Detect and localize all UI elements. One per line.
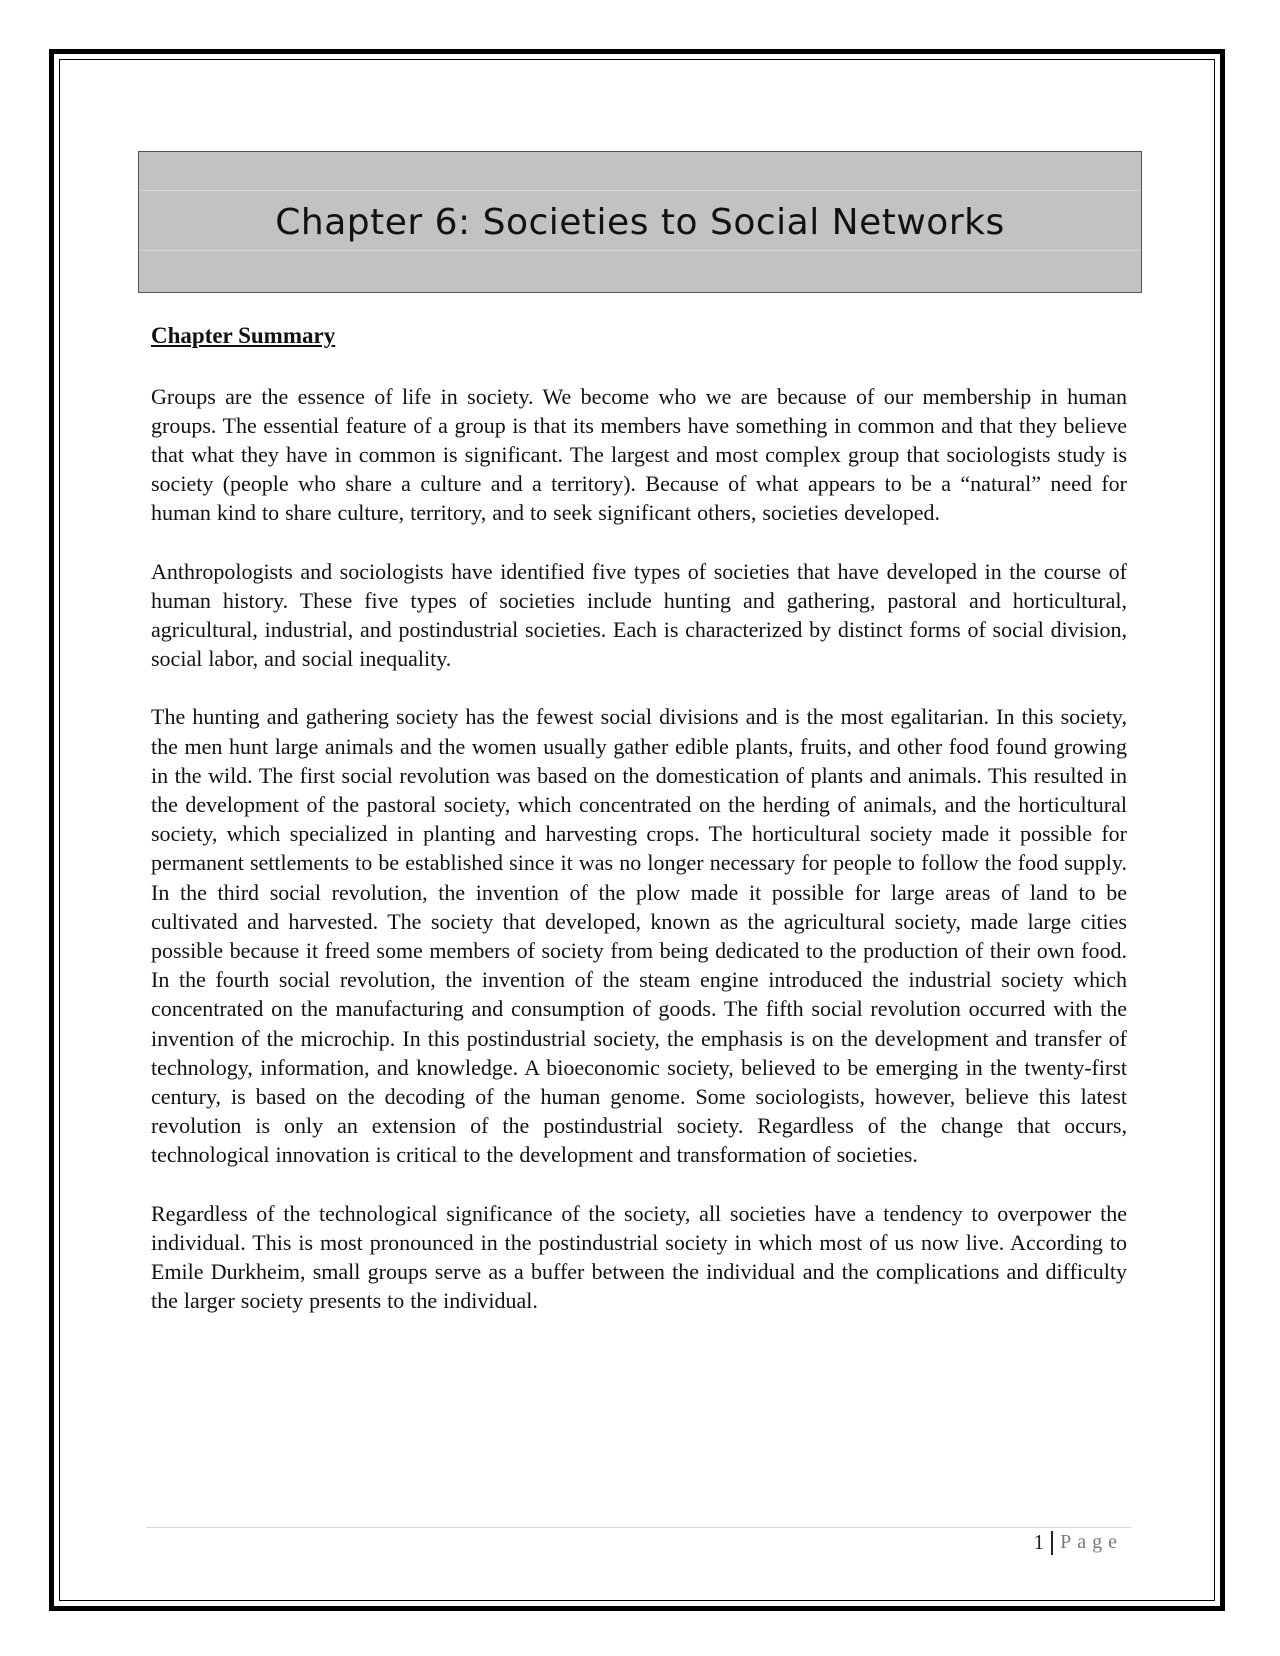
paragraph-3: The hunting and gathering society has the fewest social divisions and is the most egalitarian. In this society, the men hunt large animals and the women usually gather edible plants, fruits, and other food found growing in the wild. The first social revolution was based on the domestication of plants and animals. This resulted in the development of the pastoral society, which concentrated on the herding of animals, and the horticultural society, which specialized in planting and harvesting crops. The horticultural society made it possible for permanent settlements to be established since it was no longer necessary for people to follow the food supply. In the third social revolution, the invention of the plow made it possible for large areas of land to be cultivated and harvested. The society that developed, known as the agricultural society, made large cities possible because it freed some members of society from being dedicated to the production of their own food. In the fourth social revolution, the invention of the steam engine introduced the industrial society which concentrated on the manufacturing and consumption of goods. The fifth social revolution occurred with the invention of the microchip. In this postindustrial society, the emphasis is on the development and transfer of technology, information, and knowledge. A bioeconomic society, believed to be emerging in the twenty-first century, is based on the decoding of the human genome. Some sociologists, however, believe this latest revolution is only an extension of the postindustrial society. Regardless of the change that occurs, technological innovation is critical to the development and transformation of societies. [151,704,1127,1168]
title-box-stripe [139,250,1141,251]
paragraph-1: Groups are the essence of life in society. We become who we are because of our membership in human groups. The essential feature of a group is that its members have something in common and that they believe that what they have in common is significant. The largest and most complex group that sociologists study is society (people who share a culture and a territory). Because of what appears to be a “natural” need for human kind to share culture, territory, and to seek significant others, societies developed. [151,383,1127,526]
paragraph-2: Anthropologists and sociologists have identified five types of societies that have developed in the course of human history. These five types of societies include hunting and gathering, pastoral and horticultural, agricultural, industrial, and postindustrial societies. Each is characterized by distinct forms of social division, social labor, and social inequality. [151,558,1127,672]
chapter-title: Chapter 6: Societies to Social Networks [275,201,1005,243]
chapter-title-box [138,151,1142,293]
document-body [151,322,1127,1344]
page-label: Page [1060,1531,1123,1553]
footer-divider [146,1527,1131,1528]
page-number: 1 [1033,1530,1045,1554]
title-box-stripe [139,190,1141,191]
page-separator [1051,1531,1053,1555]
paragraph-4: Regardless of the technological significance of the society, all societies have a tendency to overpower the individual. This is most pronounced in the postindustrial society in which most of us now live. According to Emile Durkheim, small groups serve as a buffer between the individual and the complications and difficulty the larger society presents to the individual. [151,1200,1127,1314]
section-heading: Chapter Summary [151,323,336,348]
page-footer [1034,1530,1123,1555]
